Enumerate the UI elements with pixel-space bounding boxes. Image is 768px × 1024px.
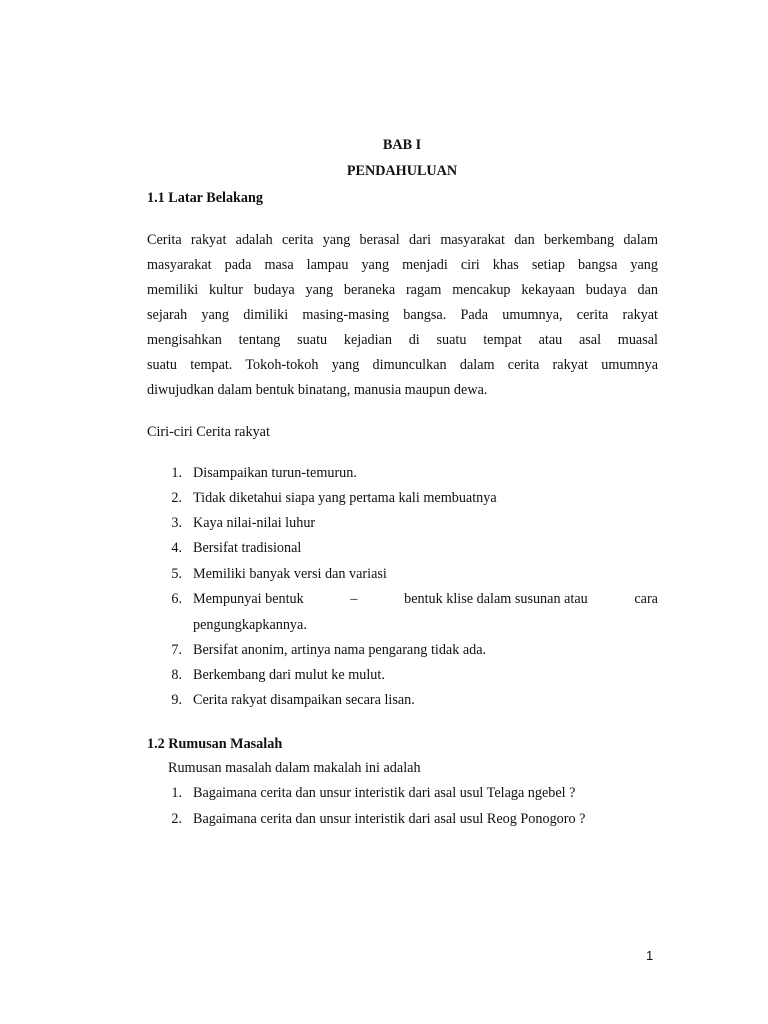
chapter-label: BAB I (382, 137, 422, 153)
list-item-continuation: pengungkapkannya. (193, 617, 307, 633)
list-item-part: cara (634, 591, 658, 607)
list-item-number: 1. (171, 785, 182, 801)
paragraph-line: suatu tempat. Tokoh-tokoh yang dimunculkan dalam cerita rakyat umumnya (147, 357, 658, 373)
list-item-number: 7. (171, 642, 182, 658)
list-item: Memiliki banyak versi dan variasi (193, 566, 387, 582)
list-item-number: 5. (171, 566, 182, 582)
list-item-number: 3. (171, 515, 182, 531)
list-item-number: 2. (171, 811, 182, 827)
list-item: Bagaimana cerita dan unsur interistik dari asal usul Telaga ngebel ? (193, 785, 576, 801)
background-paragraph (147, 230, 658, 400)
list-item: Bagaimana cerita dan unsur interistik dari asal usul Reog Ponogoro ? (193, 811, 586, 827)
list-item-number: 2. (171, 490, 182, 506)
paragraph-line: sejarah yang dimiliki masing-masing bangsa. Pada umumnya, cerita rakyat (147, 307, 658, 323)
list-item (193, 591, 658, 608)
paragraph-line: mengisahkan tentang suatu kejadian di suatu tempat atau asal muasal (147, 332, 658, 348)
list-item: Berkembang dari mulut ke mulut. (193, 667, 385, 683)
chapter-title: PENDAHULUAN (346, 163, 458, 179)
list-item: Kaya nilai-nilai luhur (193, 515, 316, 531)
paragraph-line: diwujudkan dalam bentuk binatang, manusia maupun dewa. (147, 382, 488, 398)
list-item-number: 6. (171, 591, 182, 607)
list-item-dash: – (350, 591, 358, 607)
list-item-number: 8. (171, 667, 182, 683)
page-number: 1 (646, 948, 654, 963)
list-item-part: bentuk klise dalam susunan atau (404, 591, 588, 607)
paragraph-line: memiliki kultur budaya yang beraneka ragam mencakup kekayaan budaya dan (147, 282, 658, 298)
list-item-part: Mempunyai bentuk (193, 591, 304, 607)
list-item: Tidak diketahui siapa yang pertama kali membuatnya (193, 490, 497, 506)
list-item-number: 4. (171, 540, 182, 556)
paragraph-line: masyarakat pada masa lampau yang menjadi ciri khas setiap bangsa yang (147, 257, 658, 273)
list-item: Cerita rakyat disampaikan secara lisan. (193, 692, 415, 708)
list-item-number: 9. (171, 692, 182, 708)
problem-intro: Rumusan masalah dalam makalah ini adalah (168, 760, 421, 776)
list-item: Bersifat tradisional (193, 540, 302, 556)
section-heading-latar-belakang: 1.1 Latar Belakang (147, 190, 264, 206)
list-title: Ciri-ciri Cerita rakyat (147, 424, 270, 440)
section-heading-rumusan-masalah: 1.2 Rumusan Masalah (147, 736, 283, 752)
paragraph-line: Cerita rakyat adalah cerita yang berasal dari masyarakat dan berkembang dalam (147, 232, 658, 248)
list-item-number: 1. (171, 465, 182, 481)
list-item: Disampaikan turun-temurun. (193, 465, 357, 481)
list-item: Bersifat anonim, artinya nama pengarang tidak ada. (193, 642, 487, 658)
